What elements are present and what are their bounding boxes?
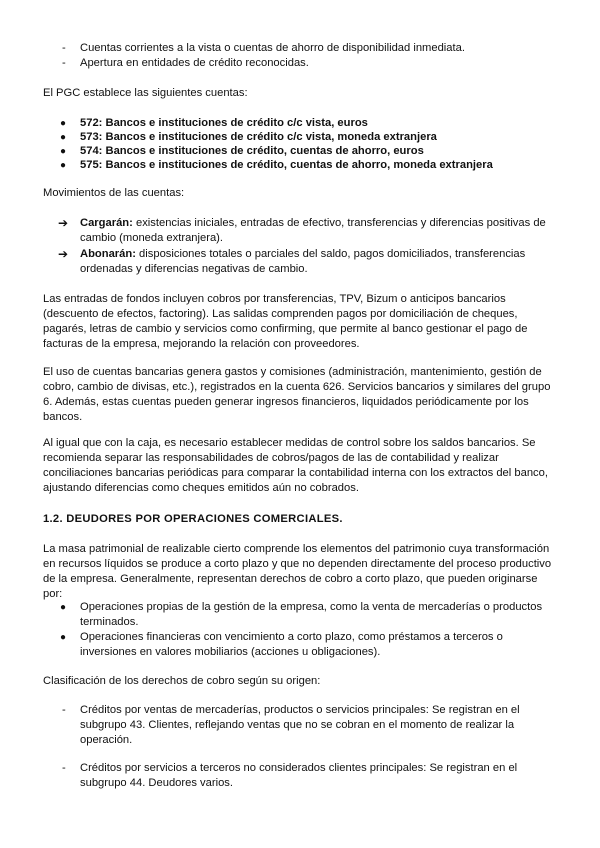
arrow-icon: ➔	[58, 216, 69, 230]
pgc-intro: El PGC establece las siguientes cuentas:	[43, 87, 248, 99]
paragraph-uso: El uso de cuentas bancarias genera gastos y comisiones (administración, mantenimiento, gestión de cobro, cambio de divisas, etc.), registrados en la cuenta 626. Servicios bancarios y similares del grupo 6. Además, estas cuentas pueden generar ingresos financieros, liquidados periódicamente por los bancos.	[43, 366, 551, 423]
movement-item: ➔ Cargarán: existencias iniciales, entradas de efectivo, transferencias y diferencias positivas de cambio (moneda extranjera).	[58, 216, 546, 244]
account-item: ● 572: Bancos e instituciones de crédito c/c vista, euros	[60, 117, 368, 129]
movements-title: Movimientos de las cuentas:	[43, 187, 185, 199]
bullet-icon: ●	[60, 160, 67, 171]
clasificacion-title: Clasificación de los derechos de cobro según su origen:	[43, 675, 321, 687]
list-item: - Cuentas corrientes a la vista o cuentas de ahorro de disponibilidad inmediata.	[62, 42, 465, 54]
dash-marker: -	[62, 762, 66, 774]
account-item: ● 573: Bancos e instituciones de crédito c/c vista, moneda extranjera	[60, 131, 437, 143]
dash-marker: -	[62, 42, 66, 54]
dash-marker: -	[62, 57, 66, 69]
bullet-icon: ●	[60, 602, 67, 613]
bullet-icon: ●	[60, 132, 67, 143]
bullet-icon: ●	[60, 632, 67, 643]
clasificacion-item: - Créditos por ventas de mercaderías, productos o servicios principales: Se registran en el subgrupo 43. Clientes, reflejando ventas que no se cobran en el momento de realizar la operación.	[62, 704, 520, 746]
operation-item: ● Operaciones financieras con vencimiento a corto plazo, como préstamos a terceros o inversiones en valores mobiliarios (acciones u obligaciones).	[60, 631, 503, 658]
section-heading: 1.2. DEUDORES POR OPERACIONES COMERCIALES.	[43, 513, 343, 525]
dash-marker: -	[62, 704, 66, 716]
operation-item: ● Operaciones propias de la gestión de la empresa, como la venta de mercaderías o productos terminados.	[60, 601, 543, 628]
account-item: ● 575: Bancos e instituciones de crédito, cuentas de ahorro, moneda extranjera	[60, 159, 493, 171]
paragraph-caja: Al igual que con la caja, es necesario establecer medidas de control sobre los saldos bancarios. Se recomienda separar las responsabilidades de cobros/pagos de las de contabilidad y realizar conciliaciones bancarias periódicas para comparar la contabilidad interna con los extractos del banco, ajustando diferencias como cheques emitidos aún no cobrados.	[43, 437, 548, 494]
list-item: - Apertura en entidades de crédito reconocidas.	[62, 57, 309, 69]
movement-item: ➔ Abonarán: disposiciones totales o parciales del saldo, pagos domiciliados, transferencias ordenadas y diferencias negativas de cambio.	[58, 247, 526, 275]
bullet-icon: ●	[60, 118, 67, 129]
account-item: ● 574: Bancos e instituciones de crédito, cuentas de ahorro, euros	[60, 145, 424, 157]
bullet-icon: ●	[60, 146, 67, 157]
clasificacion-item: - Créditos por servicios a terceros no considerados clientes principales: Se registran en el subgrupo 44. Deudores varios.	[62, 762, 518, 789]
arrow-icon: ➔	[58, 247, 69, 261]
paragraph-entradas: Las entradas de fondos incluyen cobros por transferencias, TPV, Bizum o anticipos bancarios (descuento de efectos, factoring). Las salidas comprenden pagos por domiciliación de cheques, pagarés, letras de cambio y servicios como confirming, que permite al banco gestionar el pago de facturas de la empresa, mejorando la relación con proveedores.	[43, 293, 528, 350]
paragraph-masa: La masa patrimonial de realizable cierto comprende los elementos del patrimonio cuya transformación en recursos líquidos se produce a corto plazo y que no dependen directamente del proceso productivo de la empresa. Generalmente, representan derechos de cobro a corto plazo, que pueden originarse por:	[43, 543, 552, 600]
